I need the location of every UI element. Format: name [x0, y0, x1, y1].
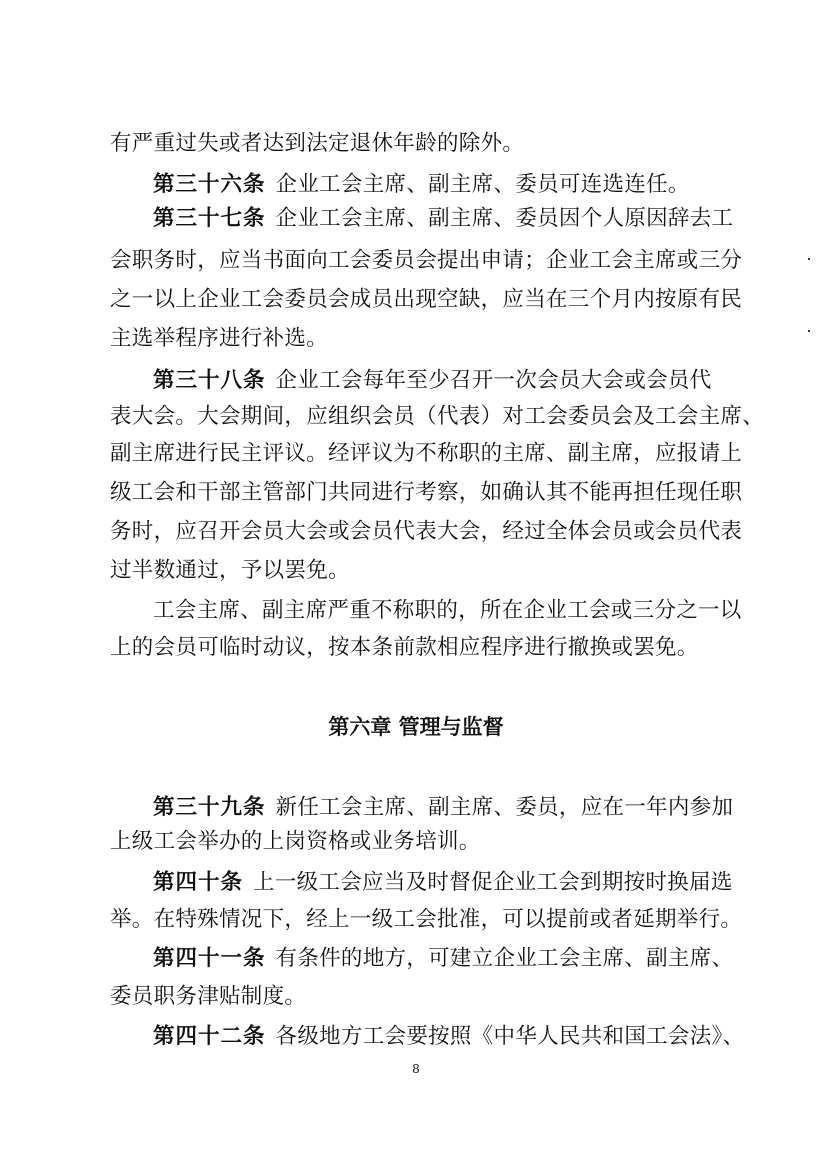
article-number: 第三十九条 — [153, 795, 266, 820]
text-line: 之一以上企业工会委员会成员出现空缺，应当在三个月内按原有民 — [110, 287, 743, 312]
text-line: 有严重过失或者达到法定退休年龄的除外。 — [110, 131, 525, 156]
text-line: 上的会员可临时动议，按本条前款相应程序进行撤换或罢免。 — [110, 635, 699, 660]
article-42: 第四十二条 各级地方工会要按照《中华人民共和国工会法》、 — [153, 1024, 745, 1049]
text-line: 会职务时，应当书面向工会委员会提出申请；企业工会主席或三分 — [110, 248, 743, 273]
article-number: 第四十一条 — [153, 946, 266, 971]
text-line: 举。在特殊情况下，经上一级工会批准，可以提前或者延期举行。 — [110, 907, 743, 932]
text-line: 过半数通过，予以罢免。 — [110, 558, 350, 583]
text-line: 级工会和干部主管部门共同进行考察，如确认其不能再担任现任职 — [110, 480, 743, 505]
article-41: 第四十一条 有条件的地方，可建立企业工会主席、副主席、 — [153, 946, 734, 971]
text-line: 委员职务津贴制度。 — [110, 984, 307, 1009]
page-number: 8 — [412, 1062, 420, 1076]
article-number: 第三十七条 — [153, 206, 266, 231]
text-line: 主选举程序进行补选。 — [110, 326, 329, 351]
scan-mark — [808, 258, 810, 260]
text-line: 上级工会举办的上岗资格或业务培训。 — [110, 829, 481, 854]
article-39: 第三十九条 新任工会主席、副主席、委员，应在一年内参加 — [153, 795, 734, 820]
chapter-title: 第六章 管理与监督 — [328, 715, 504, 739]
article-number: 第三十六条 — [153, 172, 266, 197]
article-38: 第三十八条 企业工会每年至少召开一次会员大会或会员代 — [153, 368, 712, 393]
text-line: 工会主席、副主席严重不称职的，所在企业工会或三分之一以 — [153, 598, 742, 623]
article-36: 第三十六条 企业工会主席、副主席、委员可连选连任。 — [153, 172, 690, 197]
article-40: 第四十条 上一级工会应当及时督促企业工会到期按时换届选 — [153, 870, 733, 895]
article-37: 第三十七条 企业工会主席、副主席、委员因个人原因辞去工 — [153, 206, 734, 231]
article-number: 第三十八条 — [153, 368, 266, 393]
text-line: 副主席进行民主评议。经评议为不称职的主席、副主席，应报请上 — [110, 441, 743, 466]
text-line: 务时，应召开会员大会或会员代表大会，经过全体会员或会员代表 — [110, 519, 743, 544]
scan-mark — [808, 330, 810, 332]
article-number: 第四十条 — [153, 870, 244, 895]
article-number: 第四十二条 — [153, 1024, 266, 1049]
text-line: 表大会。大会期间，应组织会员（代表）对工会委员会及工会主席、 — [110, 404, 765, 429]
